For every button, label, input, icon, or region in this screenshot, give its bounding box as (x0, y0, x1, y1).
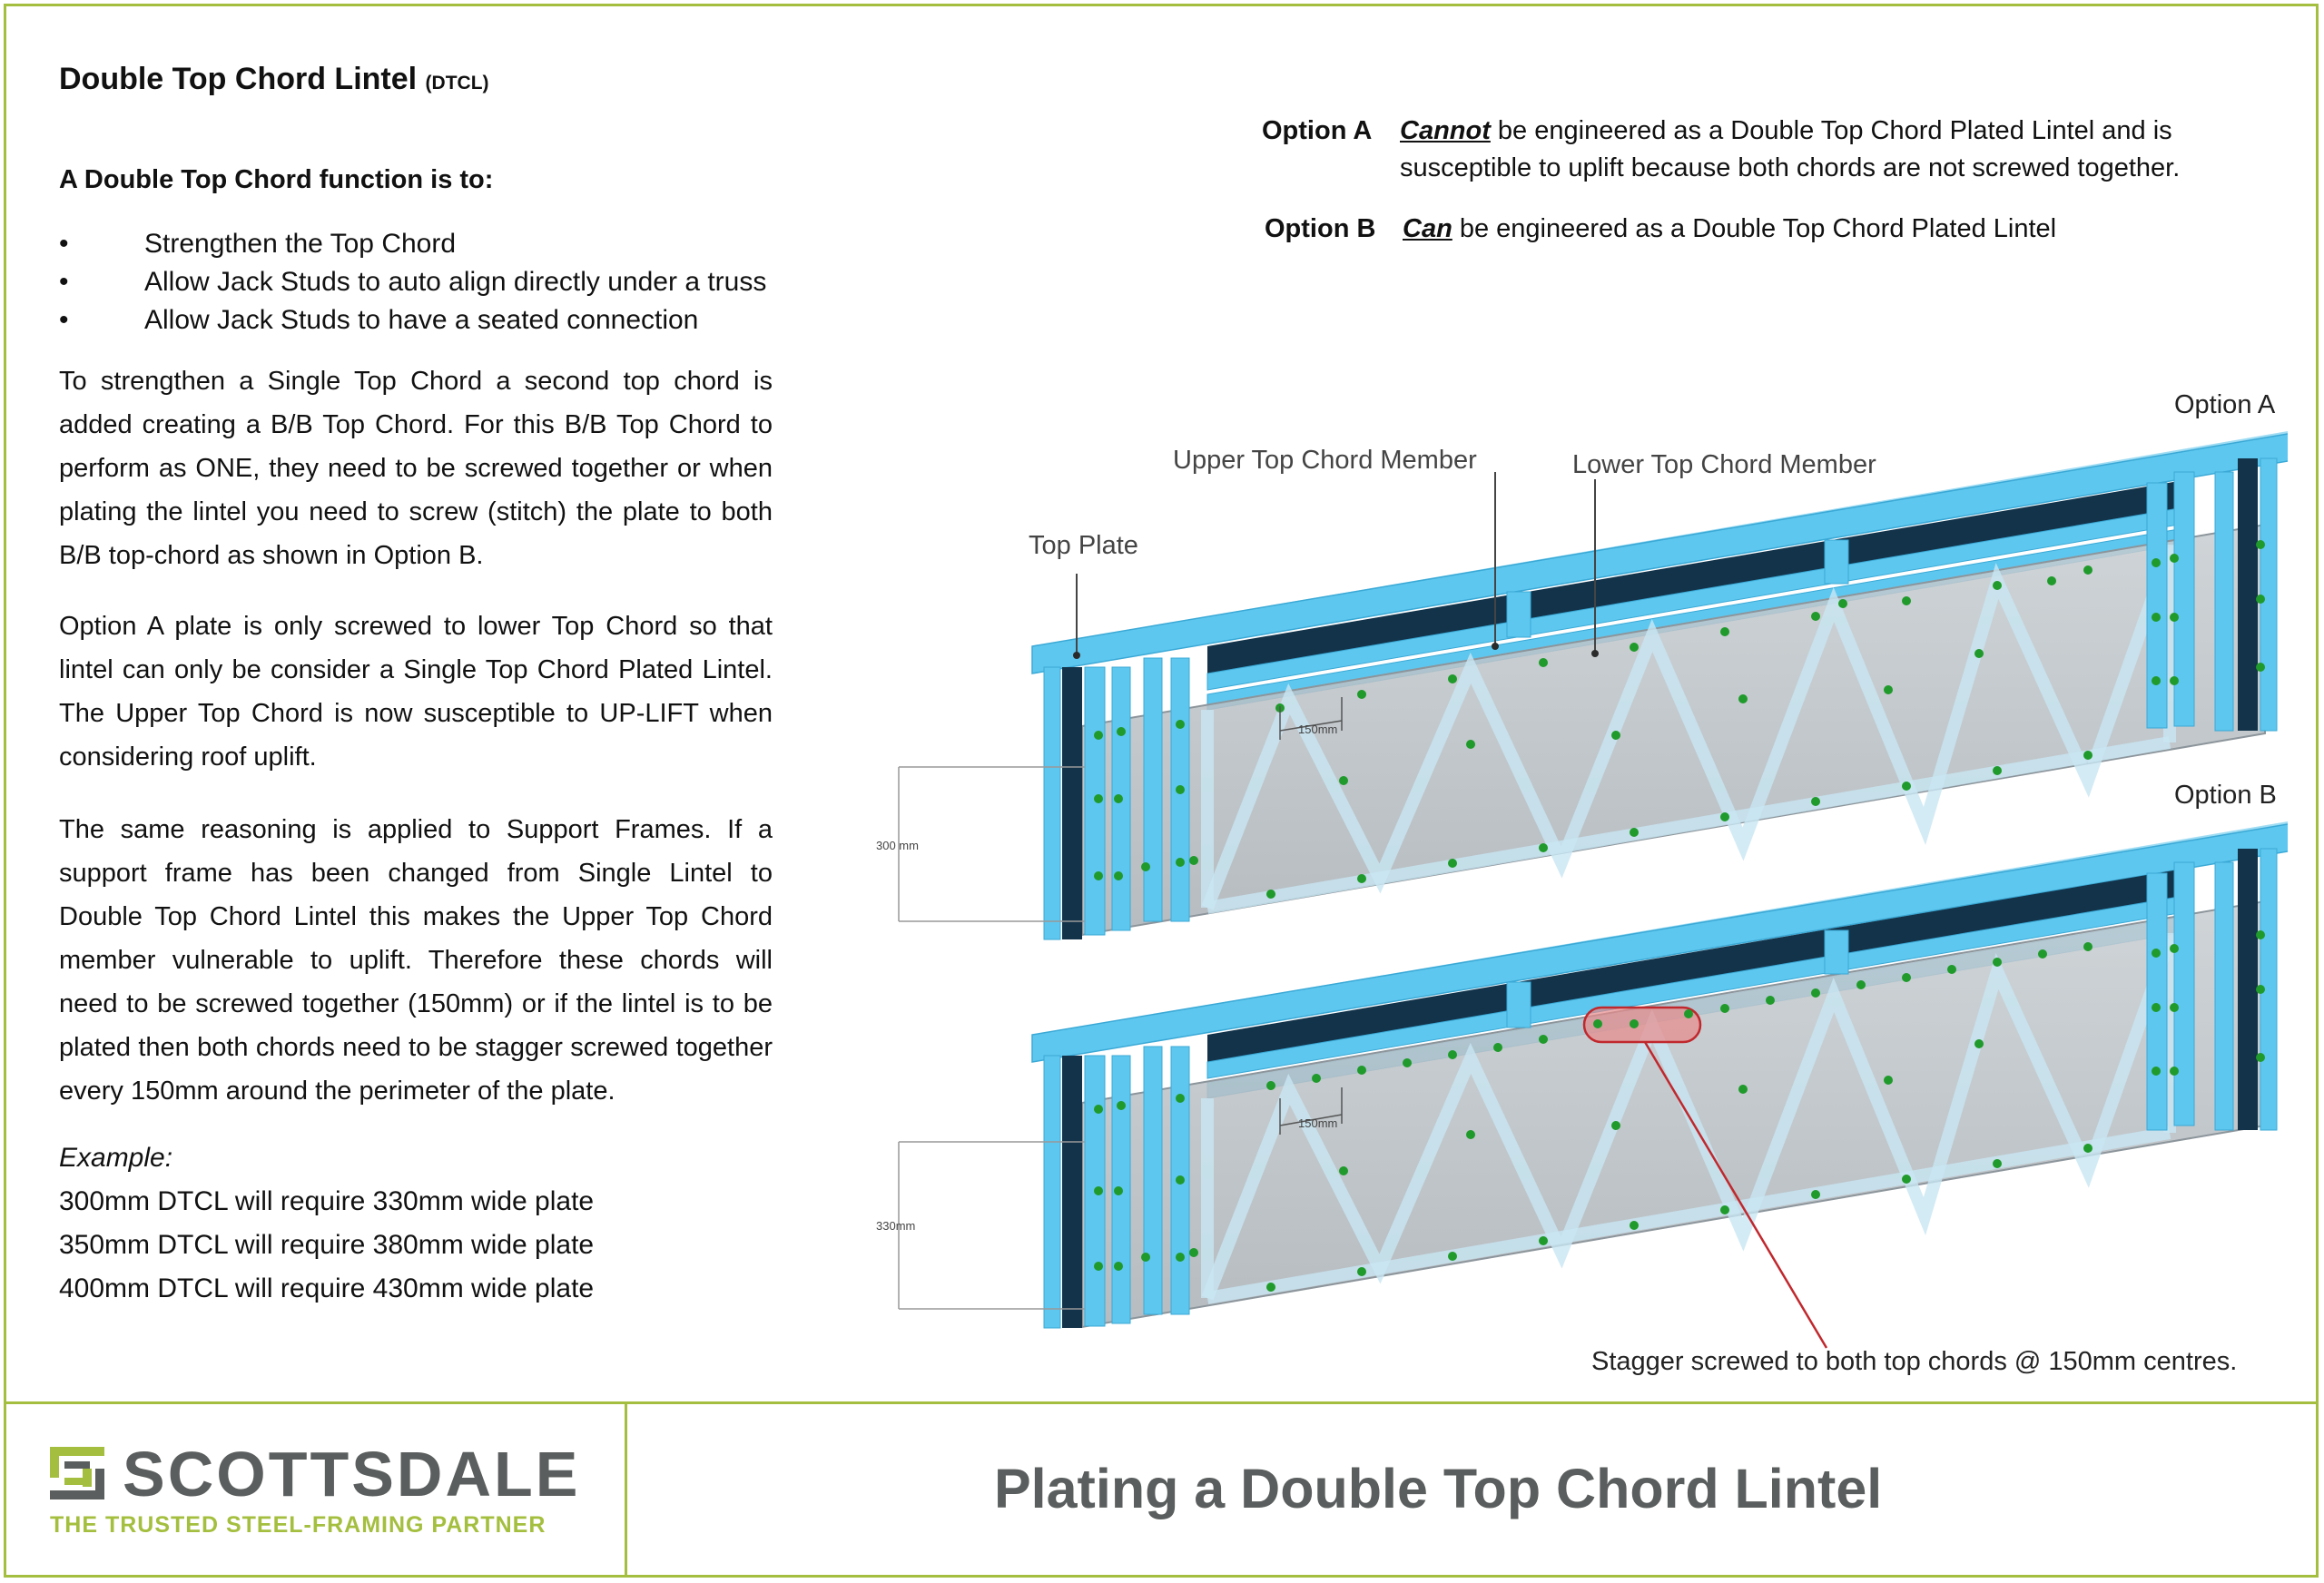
stagger-note: Stagger screwed to both top chords @ 150mm centres. (1591, 1347, 2238, 1376)
paragraph-strengthen: To strengthen a Single Top Chord a second top chord is added creating a B/B Top Chord. For this B/B Top Chord to perform as ONE, they need to be screwed together or when plating the lintel you need to screw (stitch) the plate to both B/B top-chord as shown in Option B. (59, 367, 773, 570)
footer-divider (4, 1401, 2319, 1404)
title-suffix: (DTCL) (425, 73, 489, 93)
option-b-text: Can be engineered as a Double Top Chord Plated Lintel (1403, 214, 2057, 243)
paragraph-support-frames: The same reasoning is applied to Support Frames. If a support frame has been changed from Single Lintel to Double Top Chord Lintel this makes the Upper Top Chord member vulnerable to uplift. Therefore these chords will need to be screwed together (150mm) or if the lintel is to be plated then both chords need to be stagger screwed together every 150mm around the perimeter of the plate. (59, 815, 773, 1106)
spacing-label-b: 150mm (1298, 1116, 1338, 1130)
option-b-key: Option B (1265, 214, 1376, 243)
list-item: • Allow Jack Studs to have a seated connection (59, 301, 785, 339)
list-item: • Strengthen the Top Chord (59, 225, 785, 263)
example-block (59, 1136, 785, 1311)
document-title: Double Top Chord Lintel (DTCL) (59, 62, 489, 96)
lower-top-chord-label: Lower Top Chord Member (1572, 450, 1876, 479)
example-line: 350mm DTCL will require 380mm wide plate (59, 1230, 595, 1260)
spacing-label-a: 150mm (1298, 723, 1338, 736)
upper-top-chord-label: Upper Top Chord Member (1173, 446, 1477, 475)
example-label: Example: (59, 1143, 173, 1173)
option-a-statement (1262, 113, 2279, 194)
option-b-statement (1265, 211, 2281, 256)
scottsdale-s-icon (50, 1447, 104, 1499)
lintel-diagram (853, 381, 2288, 1389)
option-a-lintel (876, 390, 2288, 939)
function-list (59, 225, 785, 339)
brand-tagline: THE TRUSTED STEEL-FRAMING PARTNER (50, 1512, 547, 1538)
option-b-diagram-label: Option B (2174, 781, 2277, 810)
footer-title: Plating a Double Top Chord Lintel (994, 1458, 1883, 1519)
dimension-label-a: 300 mm (876, 839, 919, 852)
dimension-label-b: 330mm (876, 1219, 916, 1233)
example-line: 300mm DTCL will require 330mm wide plate (59, 1186, 595, 1216)
option-a-text: Cannot be engineered as a Double Top Chord Plated Lintel and is susceptible to uplift because both chords are not screwed together. (1400, 116, 2181, 182)
list-item: • Allow Jack Studs to auto align directly under a truss (59, 263, 785, 301)
option-a-diagram-label: Option A (2174, 390, 2276, 419)
paragraph-option-a: Option A plate is only screwed to lower Top Chord so that lintel can only be consider a Single Top Chord Plated Lintel. The Upper Top Chord is now susceptible to UP-LIFT when considering roof uplift. (59, 612, 773, 772)
brand-name: SCOTTSDALE (123, 1439, 581, 1509)
example-line: 400mm DTCL will require 430mm wide plate (59, 1273, 595, 1303)
function-heading: A Double Top Chord function is to: (59, 165, 494, 194)
footer-logo-divider (625, 1401, 627, 1578)
top-plate-label: Top Plate (1029, 531, 1138, 560)
option-a-key: Option A (1262, 116, 1373, 145)
